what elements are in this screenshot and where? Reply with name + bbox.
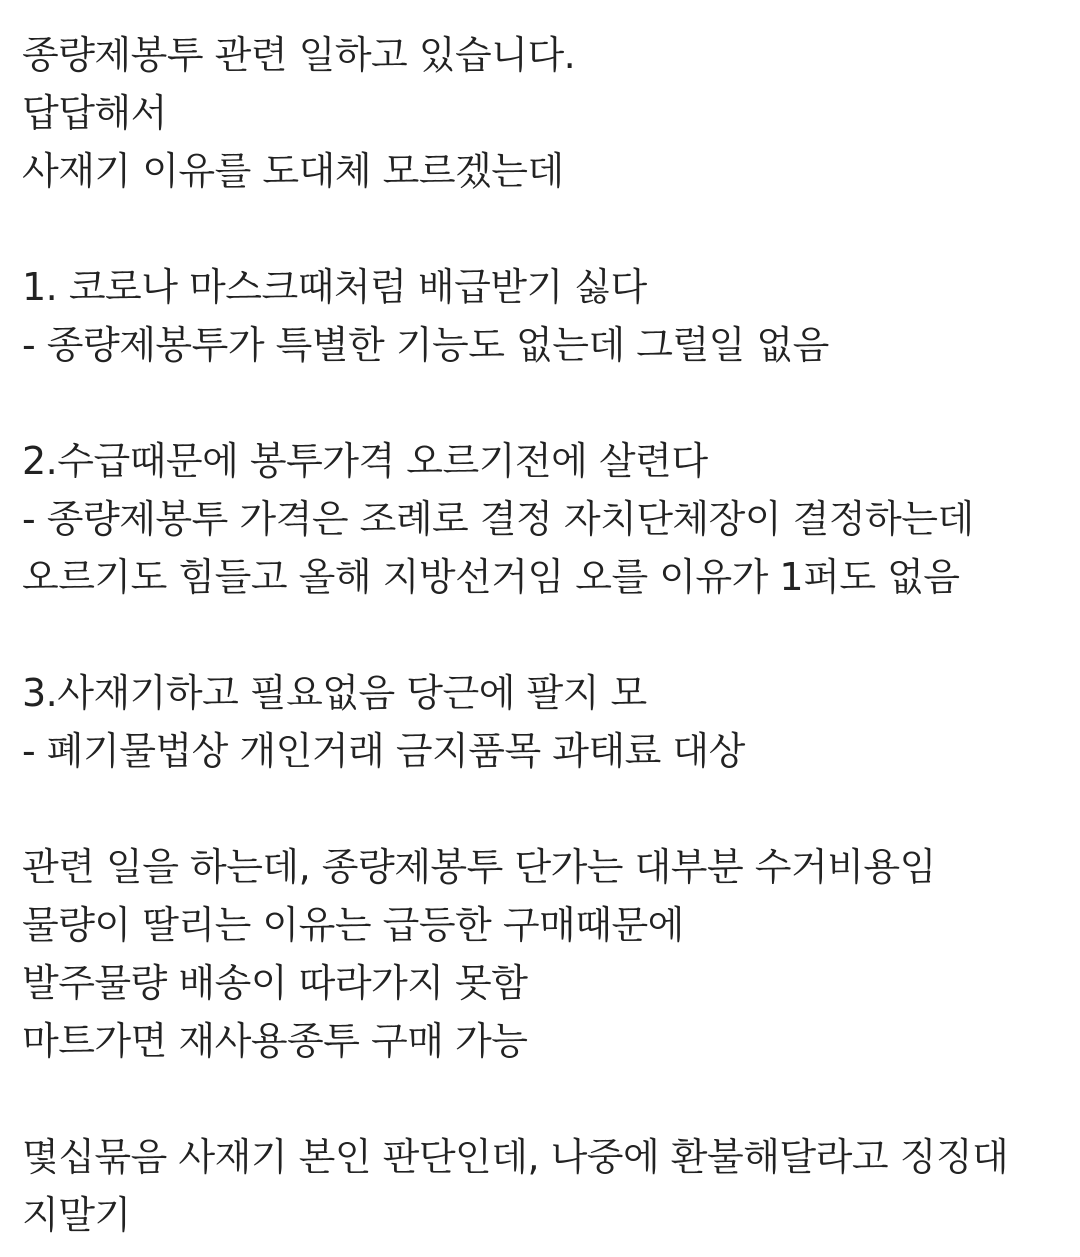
- text-line: 마트가면 재사용종투 구매 가능: [22, 1019, 528, 1063]
- text-line: 물량이 딸리는 이유는 급등한 구매때문에: [22, 903, 684, 947]
- text-line: - 폐기물법상 개인거래 금지품목 과태료 대상: [22, 729, 745, 773]
- text-line: 1. 코로나 마스크때처럼 배급받기 싫다: [22, 265, 647, 309]
- text-line: 3.사재기하고 필요없음 당근에 팔지 모: [22, 671, 647, 715]
- text-line: 관련 일을 하는데, 종량제봉투 단가는 대부분 수거비용임: [22, 845, 936, 889]
- text-line: 발주물량 배송이 따라가지 못함: [22, 961, 528, 1005]
- text-line: 2.수급때문에 봉투가격 오르기전에 살련다: [22, 439, 708, 483]
- paragraph-gap: [22, 374, 1072, 432]
- text-line: 사재기 이유를 도대체 모르겠는데: [22, 149, 564, 193]
- paragraph-gap: [22, 606, 1072, 664]
- text-line: 오르기도 힘들고 올해 지방선거임 오를 이유가 1퍼도 없음: [22, 555, 960, 599]
- paragraph-gap: [22, 200, 1072, 258]
- post-body: [22, 26, 1072, 1244]
- text-line: - 종량제봉투가 특별한 기능도 없는데 그럴일 없음: [22, 323, 829, 367]
- text-line: - 종량제봉투 가격은 조례로 결정 자치단체장이 결정하는데: [22, 497, 974, 541]
- text-line: 종량제봉투 관련 일하고 있습니다.: [22, 33, 576, 77]
- paragraph-gap: [22, 780, 1072, 838]
- text-line: 지말기: [22, 1193, 131, 1237]
- paragraph-gap: [22, 1070, 1072, 1128]
- text-line: 몇십묶음 사재기 본인 판단인데, 나중에 환불해달라고 징징대: [22, 1135, 1009, 1179]
- text-line: 답답해서: [22, 91, 167, 135]
